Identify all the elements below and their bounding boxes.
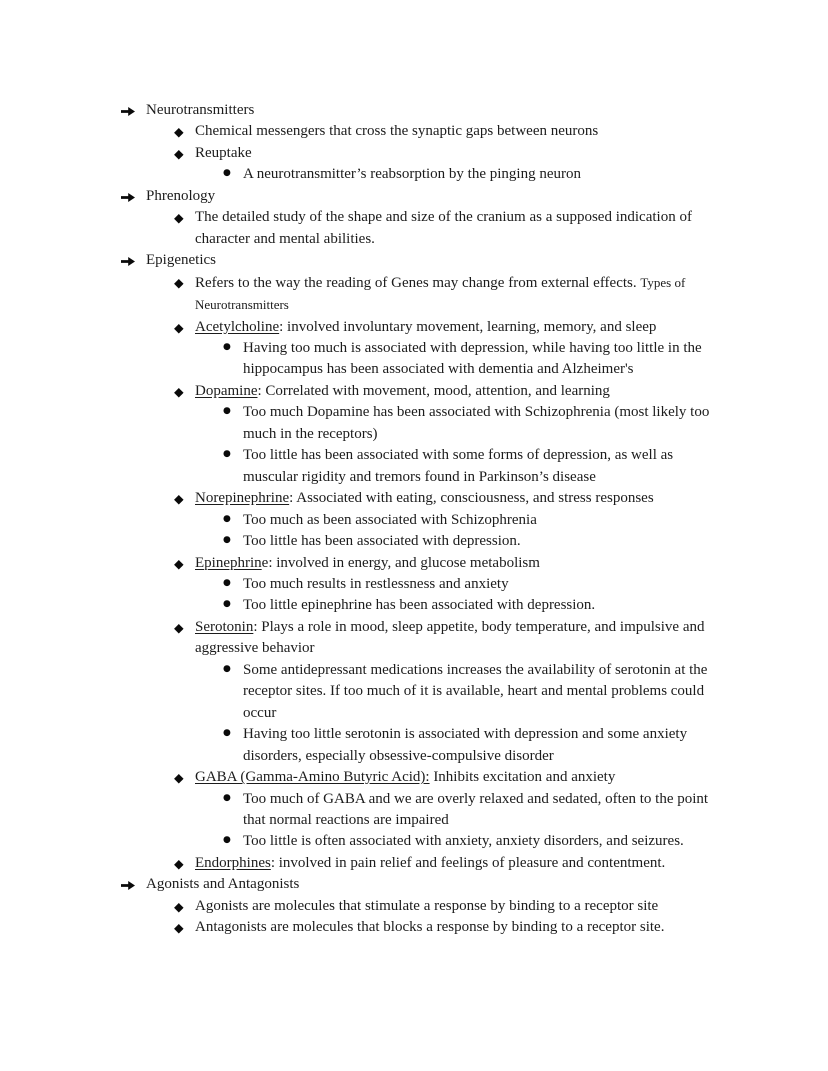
item-text-body: Agonists and Antagonists <box>146 876 300 893</box>
list-item <box>0 143 828 164</box>
item-text-body: : involved involuntary movement, learning, memory, and sleep <box>279 318 657 335</box>
circle-bullet-icon: ● <box>223 535 231 546</box>
circle-bullet-icon: ● <box>223 341 231 352</box>
list-item <box>0 660 828 724</box>
list-item <box>0 595 828 616</box>
item-text <box>195 272 828 317</box>
list-item <box>0 874 828 895</box>
item-text <box>195 143 828 164</box>
circle-bullet-icon: ● <box>223 449 231 460</box>
item-text-body: Too much of GABA and we are overly relaxed and sedated, often to the point that normal reactions are impaired <box>243 790 709 828</box>
item-text-body: Too much as been associated with Schizophrenia <box>243 511 537 528</box>
underlined-term: Serotonin <box>195 618 254 635</box>
item-text-body: Too much results in restlessness and anxiety <box>243 575 509 592</box>
list-item <box>0 121 828 142</box>
item-text-body: Too little is often associated with anxiety, anxiety disorders, and seizures. <box>243 833 684 850</box>
item-text-body: Neurotransmitters <box>146 102 255 118</box>
diamond-bullet-icon: ◆ <box>174 145 184 161</box>
item-text <box>243 789 828 832</box>
circle-bullet-icon: ● <box>223 406 231 417</box>
circle-bullet-icon: ● <box>223 599 231 610</box>
item-text-body: : Correlated with movement, mood, attention, and learning <box>257 382 610 399</box>
underlined-term: Dopamine <box>195 382 258 399</box>
item-text-body: e: involved in energy, and glucose metabolism <box>261 554 540 571</box>
list-item <box>0 317 828 338</box>
circle-bullet-icon: ● <box>223 835 231 846</box>
item-text <box>195 207 828 250</box>
list-item <box>0 250 828 271</box>
item-text <box>195 121 828 142</box>
item-text <box>243 445 828 488</box>
underlined-term: Acetylcholine <box>195 318 280 335</box>
list-item <box>0 510 828 531</box>
item-text-body: Having too little serotonin is associated with depression and some anxiety disorders, especially obsessive-compulsive disorder <box>243 726 688 764</box>
list-item <box>0 100 828 121</box>
item-text-body: Phrenology <box>146 187 216 204</box>
item-text <box>243 724 828 767</box>
item-text <box>195 917 828 938</box>
diamond-bullet-icon: ◆ <box>174 274 184 290</box>
list-item <box>0 338 828 381</box>
item-text <box>243 510 828 531</box>
underlined-term: Epinephrin <box>195 554 262 571</box>
notes-list <box>0 100 828 939</box>
diamond-bullet-icon: ◆ <box>174 920 184 936</box>
diamond-bullet-icon: ◆ <box>174 319 184 335</box>
diamond-bullet-icon: ◆ <box>174 491 184 507</box>
item-text <box>243 831 828 852</box>
arrow-bullet-icon <box>121 100 146 117</box>
diamond-bullet-icon: ◆ <box>174 898 184 914</box>
item-text <box>243 531 828 552</box>
underlined-term: GABA (Gamma-Amino Butyric Acid): <box>195 769 430 786</box>
diamond-bullet-icon: ◆ <box>174 383 184 399</box>
list-item <box>0 445 828 488</box>
item-text-body: Too little has been associated with depression. <box>243 533 521 550</box>
item-text-body: Reuptake <box>195 144 252 161</box>
circle-bullet-icon: ● <box>223 663 231 674</box>
item-text-body: Inhibits excitation and anxiety <box>429 769 616 786</box>
item-text <box>146 874 828 895</box>
circle-bullet-icon: ● <box>223 513 231 524</box>
item-text-body: Agonists are molecules that stimulate a response by binding to a receptor site <box>195 897 659 914</box>
list-item <box>0 207 828 250</box>
item-text-body: Too little epinephrine has been associated with depression. <box>243 597 596 614</box>
item-text <box>146 186 828 207</box>
item-text <box>243 164 828 185</box>
list-item <box>0 917 828 938</box>
underlined-term: Norepinephrine <box>195 490 290 507</box>
list-item <box>0 272 828 317</box>
item-text <box>195 488 828 509</box>
list-item <box>0 617 828 660</box>
list-item <box>0 853 828 874</box>
circle-bullet-icon: ● <box>223 577 231 588</box>
list-item <box>0 531 828 552</box>
list-item <box>0 488 828 509</box>
item-text-body: Antagonists are molecules that blocks a response by binding to a receptor site. <box>195 919 665 936</box>
item-text-body: The detailed study of the shape and size of the cranium as a supposed indication of character and mental abilities. <box>195 209 692 247</box>
item-text-body: Some antidepressant medications increases the availability of serotonin at the receptor sites. If too much of it is available, heart and mental problems could occur <box>243 661 708 721</box>
diamond-bullet-icon: ◆ <box>174 210 184 226</box>
item-text-body: Too little has been associated with some forms of depression, as well as muscular rigidity and tremors found in Parkinson’s disease <box>243 447 674 485</box>
arrow-bullet-icon <box>121 250 146 267</box>
item-text <box>195 381 828 402</box>
item-text-body: Chemical messengers that cross the synaptic gaps between neurons <box>195 123 599 140</box>
circle-bullet-icon: ● <box>223 792 231 803</box>
list-item <box>0 186 828 207</box>
item-text <box>146 100 828 121</box>
item-text <box>243 338 828 381</box>
item-text <box>195 617 828 660</box>
diamond-bullet-icon: ◆ <box>174 619 184 635</box>
arrow-bullet-icon <box>121 186 146 203</box>
item-text <box>195 317 828 338</box>
list-item <box>0 164 828 185</box>
list-item <box>0 553 828 574</box>
item-text <box>243 574 828 595</box>
list-item <box>0 789 828 832</box>
diamond-bullet-icon: ◆ <box>174 855 184 871</box>
item-text-body: A neurotransmitter’s reabsorption by the pinging neuron <box>243 166 581 183</box>
circle-bullet-icon: ● <box>223 168 231 179</box>
item-text <box>195 553 828 574</box>
item-text-body: Having too much is associated with depression, while having too little in the hippocampus has been associated with dementia and Alzheimer's <box>243 339 702 378</box>
underlined-term: Endorphines <box>195 854 271 871</box>
list-item <box>0 381 828 402</box>
diamond-bullet-icon: ◆ <box>174 770 184 786</box>
circle-bullet-icon: ● <box>223 728 231 739</box>
item-text <box>243 660 828 724</box>
item-text <box>195 896 828 917</box>
diamond-bullet-icon: ◆ <box>174 124 184 140</box>
item-text-body: Epigenetics <box>146 252 216 269</box>
list-item <box>0 574 828 595</box>
item-text-body: Refers to the way the reading of Genes may change from external effects. <box>195 274 641 291</box>
arrow-bullet-icon <box>121 874 146 891</box>
item-text-body: : Associated with eating, consciousness, and stress responses <box>289 490 654 507</box>
item-text-body: : Plays a role in mood, sleep appetite, body temperature, and impulsive and aggressive behavior <box>195 618 705 657</box>
list-item <box>0 724 828 767</box>
item-text <box>243 595 828 616</box>
item-text-small: Types of Neurotransmitters <box>195 274 686 313</box>
list-item <box>0 767 828 788</box>
list-item <box>0 831 828 852</box>
diamond-bullet-icon: ◆ <box>174 555 184 571</box>
item-text-body: : involved in pain relief and feelings of pleasure and contentment. <box>270 854 666 871</box>
list-item <box>0 896 828 917</box>
item-text <box>195 767 828 788</box>
item-text <box>195 853 828 874</box>
item-text <box>243 402 828 445</box>
item-text <box>146 250 828 271</box>
list-item <box>0 402 828 445</box>
item-text-body: Too much Dopamine has been associated with Schizophrenia (most likely too much in the receptors) <box>243 404 710 442</box>
